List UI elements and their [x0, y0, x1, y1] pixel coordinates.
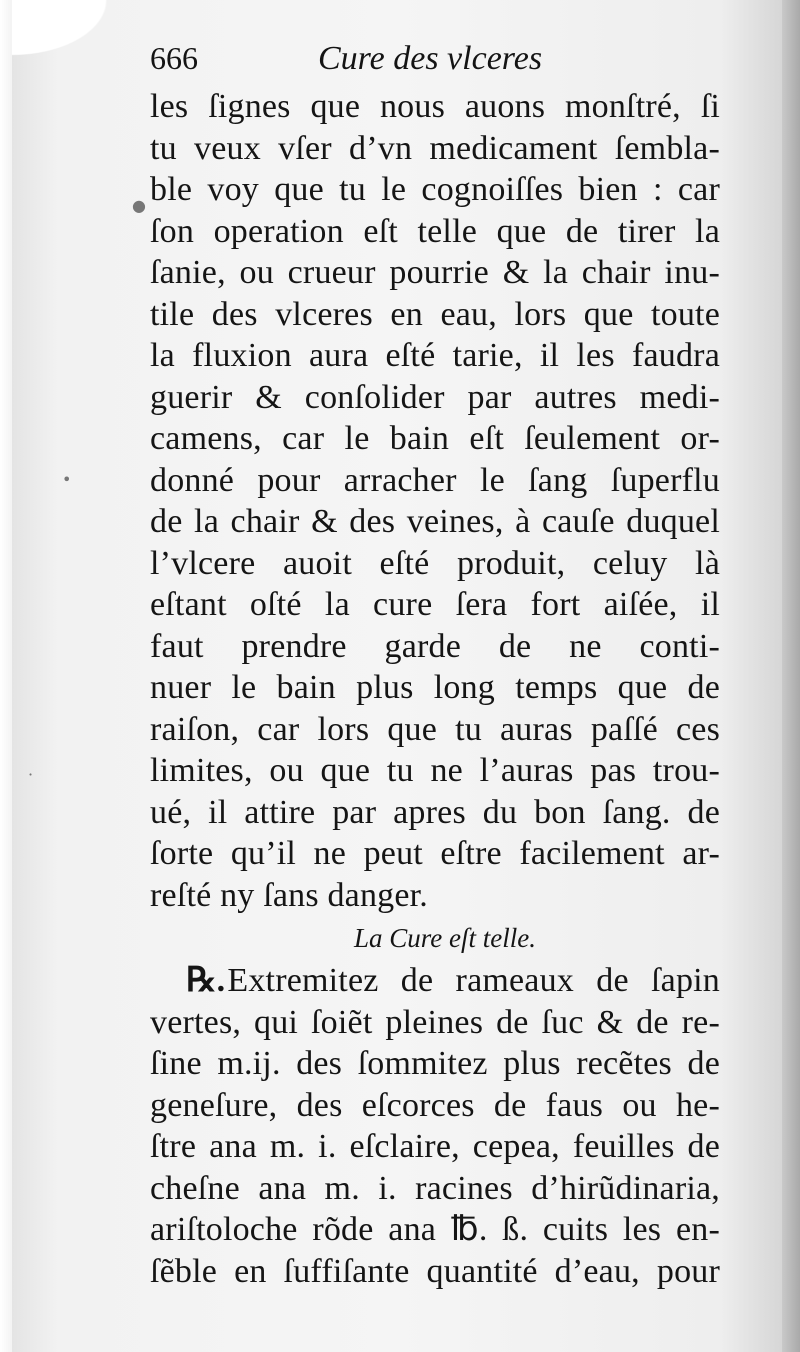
recipe-first-line-text: Extremitez de rameaux de ſapin — [227, 962, 720, 999]
text-line: faut prendre garde de ne conti- — [150, 627, 720, 665]
text-line: camens, car le bain eſt ſeulement or- — [150, 420, 720, 457]
text-line: reſté ny ſans danger. — [150, 876, 428, 914]
page-right-edge-shadow — [782, 0, 800, 1352]
text-line: raiſon, car lors que tu auras paſſé ces — [150, 710, 720, 748]
recipe-line: vertes, qui ſoiẽt pleines de ſuc & de re- — [150, 1003, 720, 1041]
recipe-line: ſine m.ij. des ſommitez plus recẽtes de — [150, 1045, 720, 1082]
recipe-line: ariſtoloche rõde ana ℔. ß. cuits les en- — [150, 1211, 720, 1248]
text-line: ble voy que tu le cognoiſſes bien : car — [150, 171, 720, 208]
text-line: limites, ou que tu ne l’auras pas trou- — [150, 752, 720, 789]
recipe-sign: ℞. — [186, 962, 226, 999]
text-block — [150, 86, 720, 1292]
margin-dot: ● — [132, 196, 146, 215]
page-number: 666 — [150, 40, 198, 76]
text-line: tu veux vſer d’vn medicament ſembla- — [150, 129, 720, 167]
text-line: nuer le bain plus long temps que de — [150, 669, 720, 706]
text-line: eſtant oſté la cure ſera fort aiſée, il — [150, 586, 720, 623]
margin-dot: • — [62, 470, 72, 489]
margin-dot: · — [28, 765, 34, 784]
text-line: l’vlcere auoit eſté produit, celuy là — [150, 544, 720, 582]
text-line: ſanie, ou crueur pourrie & la chair inu- — [150, 254, 720, 291]
text-line: tile des vlceres en eau, lors que toute — [150, 295, 720, 333]
recipe-line: ſẽble en ſuffiſante quantité d’eau, pour — [150, 1252, 720, 1290]
page-header — [0, 40, 800, 90]
running-head: Cure des vlceres — [318, 40, 543, 77]
recipe-line: ſtre ana m. i. eſclaire, cepea, feuilles de — [150, 1128, 720, 1165]
text-line: les ſignes que nous auons monſtré, ſi — [150, 88, 720, 125]
text-line: guerir & conſolider par autres medi- — [150, 378, 720, 416]
text-line: donné pour arracher le ſang ſuperflu — [150, 461, 720, 499]
recipe-line: geneſure, des eſcorces de faus ou he- — [150, 1086, 720, 1124]
body-paragraph — [150, 86, 720, 916]
text-line: de la chair & des veines, à cauſe duquel — [150, 503, 720, 540]
text-line: ſorte qu’il ne peut eſtre facilement ar- — [150, 835, 720, 872]
recipe-paragraph — [150, 1002, 720, 1293]
text-line: ſon operation eſt telle que de tirer la — [150, 212, 720, 250]
section-heading: La Cure eſt telle. — [354, 923, 536, 953]
text-line: ué, il attire par apres du bon ſang. de — [150, 793, 720, 831]
text-line: la fluxion aura eſté tarie, il les faudra — [150, 337, 720, 374]
page-left-edge — [0, 0, 12, 1352]
recipe-line: cheſne ana m. i. racines d’hirũdinaria, — [150, 1169, 720, 1207]
recipe-first-line — [150, 960, 720, 1002]
